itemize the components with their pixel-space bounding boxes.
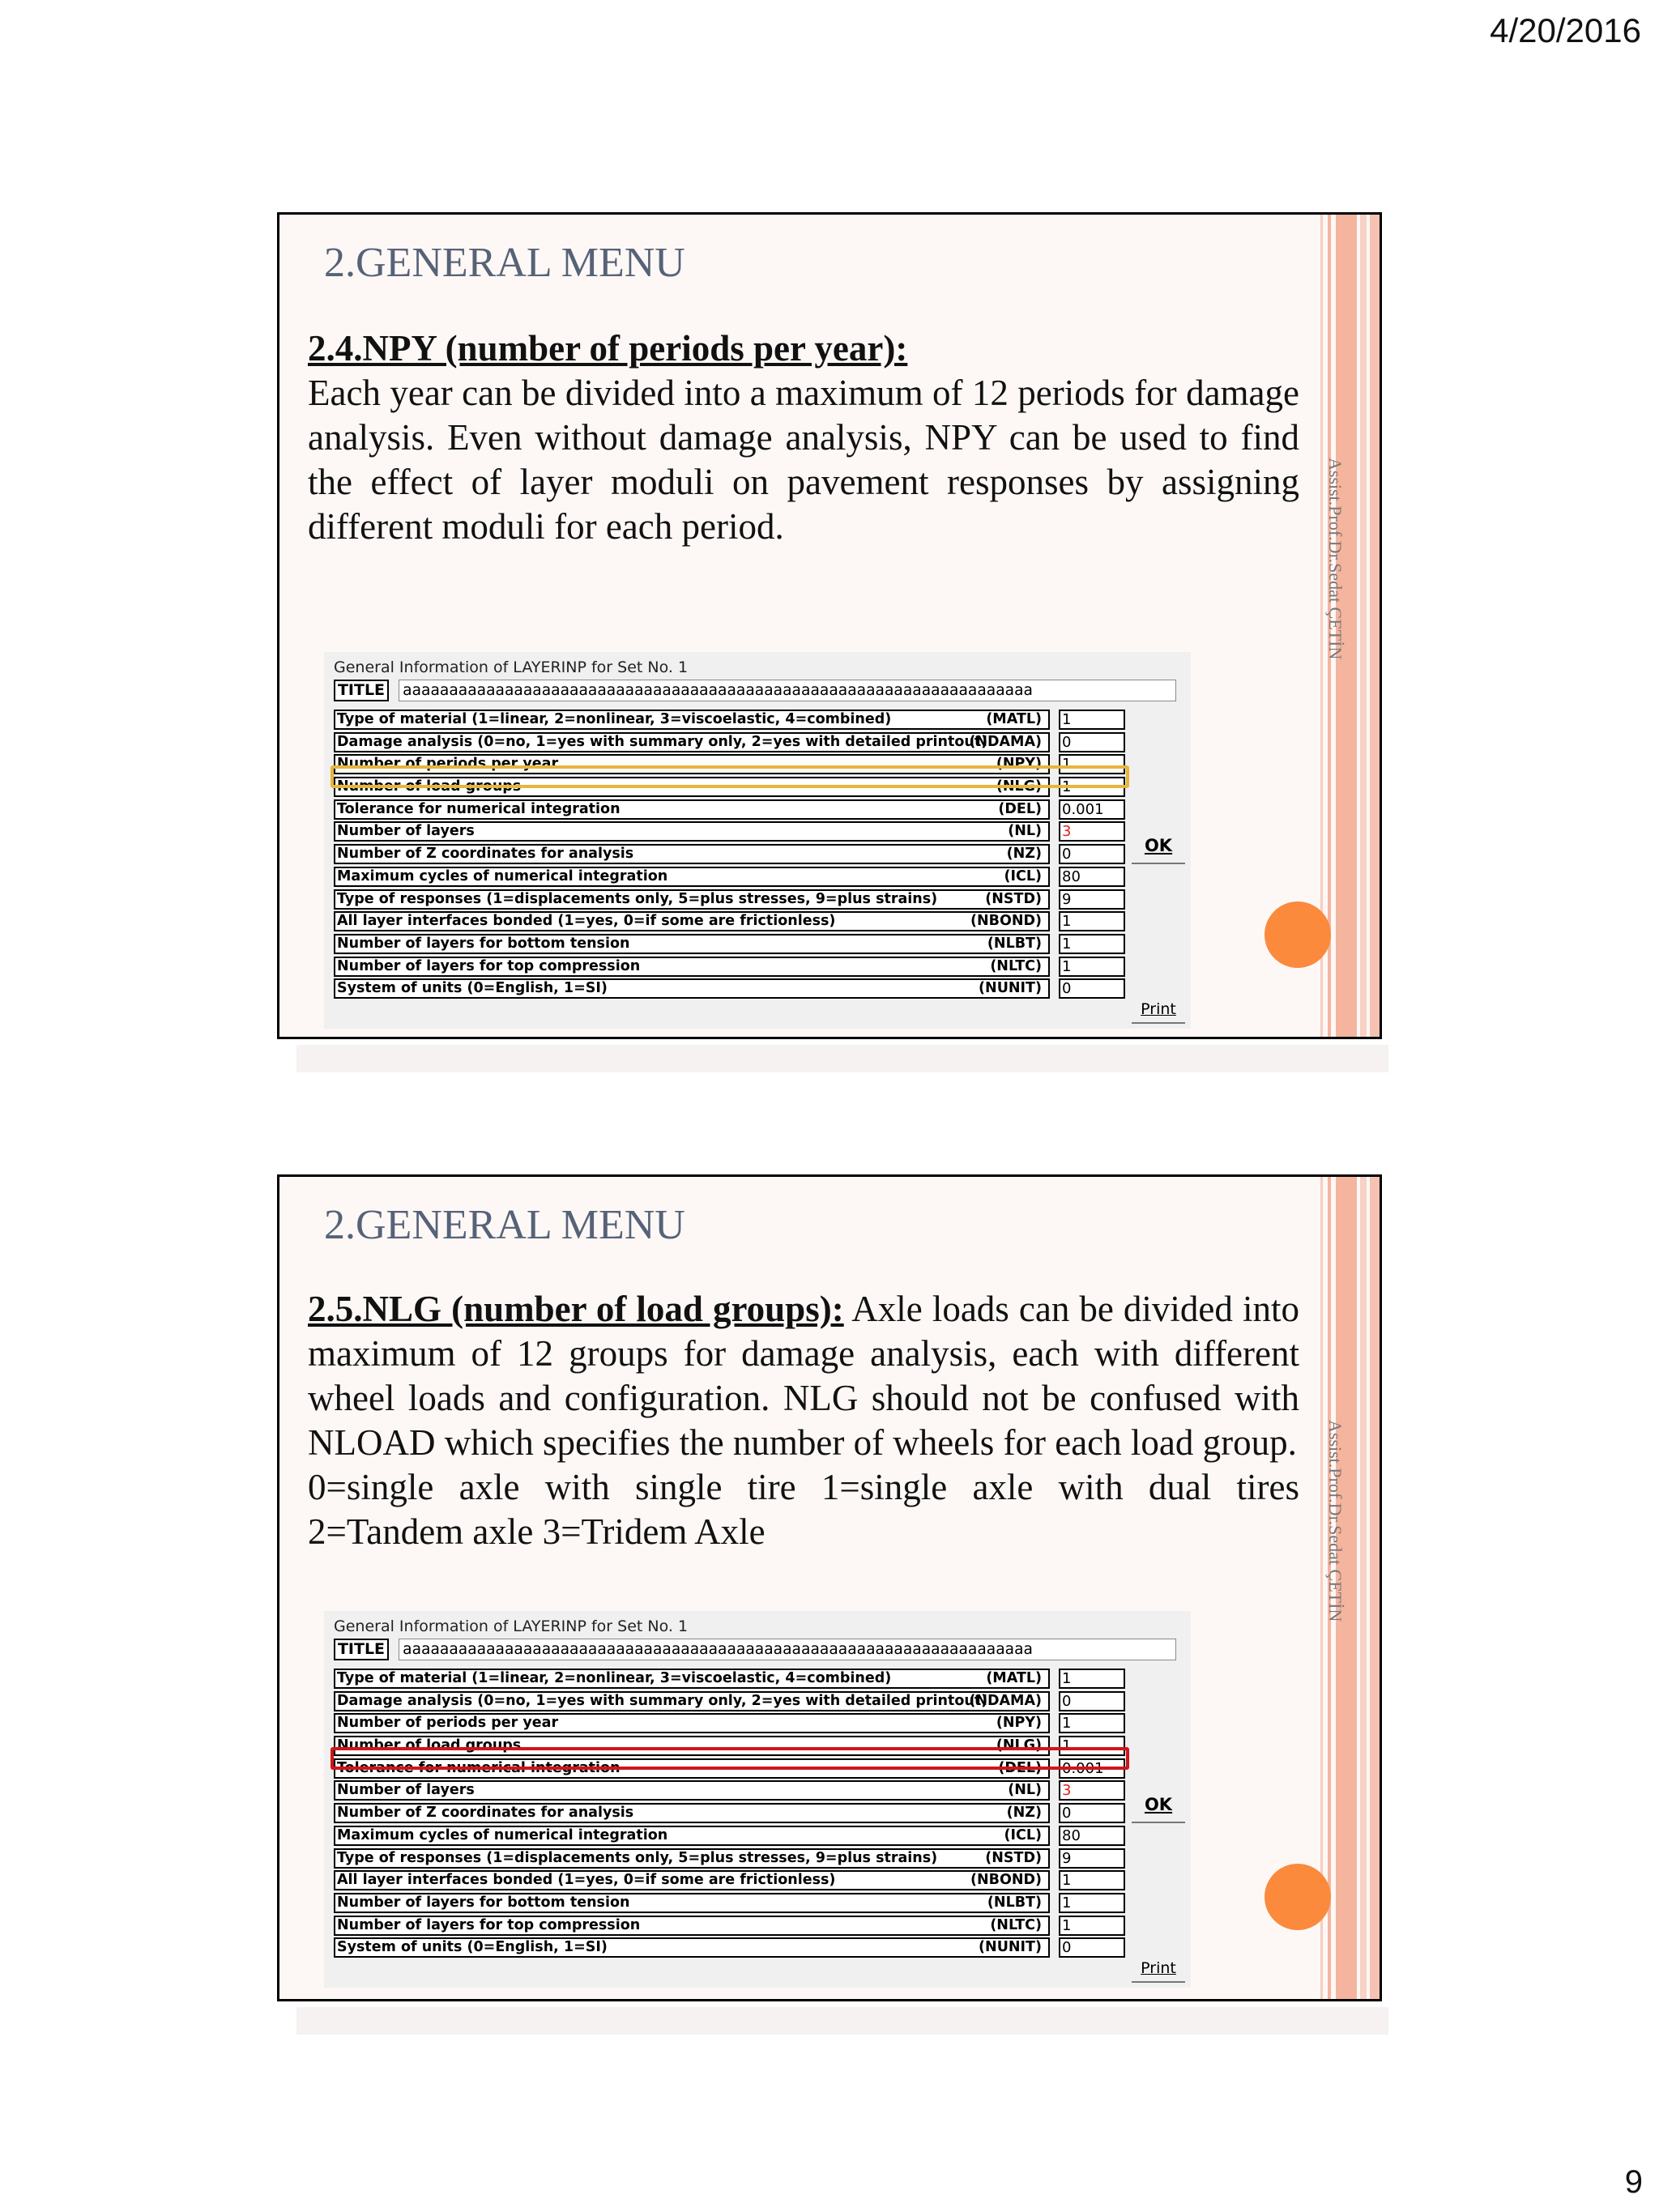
print-button[interactable] [1132, 1955, 1185, 1983]
param-row [334, 820, 1072, 843]
print-label: Print [1141, 1000, 1176, 1018]
param-table [334, 1668, 1104, 1959]
param-row [334, 910, 1072, 933]
param-description [334, 1893, 1050, 1913]
param-row [334, 1690, 1072, 1713]
param-code: (ICL) [1004, 867, 1042, 884]
param-value-input[interactable]: 9 [1059, 889, 1125, 910]
param-label: Number of load groups [337, 1737, 522, 1754]
param-value-input[interactable]: 1 [1059, 911, 1125, 931]
param-code: (DEL) [998, 1759, 1042, 1776]
param-code: (NL) [1008, 1782, 1042, 1799]
param-description [334, 1780, 1050, 1801]
param-description [334, 1916, 1050, 1936]
param-description [334, 911, 1050, 931]
param-value-input[interactable]: 0 [1059, 844, 1125, 864]
print-label: Print [1141, 1959, 1176, 1977]
param-value-input[interactable]: 1 [1059, 957, 1125, 977]
param-code: (NLBT) [987, 935, 1042, 952]
param-value-input[interactable]: 1 [1059, 777, 1125, 797]
param-row [334, 1869, 1072, 1892]
orange-dot [1265, 1864, 1331, 1930]
param-row [334, 1668, 1072, 1690]
param-label: Type of responses (1=displacements only, 5=plus stresses, 9=plus strains) [337, 890, 938, 907]
param-code: (NSTD) [985, 890, 1042, 907]
param-description [334, 1803, 1050, 1823]
ok-button[interactable]: OK [1132, 829, 1185, 864]
param-label: Number of load groups [337, 778, 522, 795]
author-label: Assist.Prof.Dr.Sedat ÇETİN [1325, 1420, 1346, 1622]
param-row [334, 731, 1072, 754]
param-code: (NLG) [996, 778, 1042, 795]
orange-dot [1265, 901, 1331, 968]
param-description [334, 821, 1050, 842]
param-value-input[interactable]: 1 [1059, 1713, 1125, 1733]
param-code: (MATL) [986, 711, 1042, 727]
slide-body [308, 1287, 1299, 1554]
param-description [334, 934, 1050, 954]
param-description [334, 1826, 1050, 1846]
param-row [334, 889, 1072, 911]
slide-shadow [296, 2007, 1388, 2035]
param-label: Number of layers for top compression [337, 1916, 641, 1933]
param-value-input[interactable]: 1 [1059, 1916, 1125, 1936]
param-code: (NPY) [996, 1715, 1042, 1732]
param-description [334, 1937, 1050, 1958]
param-value-input[interactable]: 80 [1059, 1826, 1125, 1846]
slide-npy [277, 212, 1382, 1039]
param-label: Tolerance for numerical integration [337, 1759, 621, 1776]
decor-stripe [1360, 215, 1367, 1037]
axle-type-list: 0=single axle with single tire 1=single axle with dual tires 2=Tandem axle 3=Tridem Axle [308, 1467, 1299, 1552]
param-label: All layer interfaces bonded (1=yes, 0=if some are frictionless) [337, 1872, 836, 1889]
param-code: (NSTD) [985, 1849, 1042, 1866]
param-value-input[interactable]: 3 [1059, 821, 1125, 842]
param-label: System of units (0=English, 1=SI) [337, 980, 608, 997]
title-input[interactable]: aaaaaaaaaaaaaaaaaaaaaaaaaaaaaaaaaaaaaaaaaaaaaaaaaaaaaaaaaaaaaaaaaaaa [399, 680, 1176, 701]
title-input[interactable]: aaaaaaaaaaaaaaaaaaaaaaaaaaaaaaaaaaaaaaaaaaaaaaaaaaaaaaaaaaaaaaaaaaaa [399, 1639, 1176, 1660]
param-value-input[interactable]: 0 [1059, 1937, 1125, 1958]
param-value-input[interactable]: 1 [1059, 1870, 1125, 1890]
param-value-input[interactable]: 1 [1059, 1736, 1125, 1756]
param-label: Type of material (1=linear, 2=nonlinear, 3=viscoelastic, 4=combined) [337, 711, 892, 727]
param-description [334, 867, 1050, 887]
title-label: TITLE [334, 1639, 389, 1660]
param-row [334, 1937, 1072, 1959]
param-value-input[interactable]: 0 [1059, 732, 1125, 752]
nlg-highlight-box [331, 1747, 1129, 1770]
param-row [334, 933, 1072, 956]
param-label: All layer interfaces bonded (1=yes, 0=if some are frictionless) [337, 913, 836, 930]
param-code: (NBOND) [970, 1872, 1042, 1889]
param-code: (NZ) [1006, 1805, 1042, 1822]
param-label: Number of layers for bottom tension [337, 1894, 630, 1911]
param-label: Number of Z coordinates for analysis [337, 846, 634, 863]
param-value-input[interactable]: 0 [1059, 978, 1125, 999]
param-code: (NDAMA) [969, 1692, 1042, 1709]
param-code: (NPY) [996, 756, 1042, 773]
npy-highlight-box [331, 765, 1129, 788]
param-description [334, 1691, 1050, 1711]
param-label: Number of layers for top compression [337, 957, 641, 974]
param-label: Number of layers for bottom tension [337, 935, 630, 952]
param-code: (NLTC) [990, 1916, 1042, 1933]
layerinp-dialog [324, 652, 1191, 1029]
slide-body [308, 326, 1299, 549]
param-row [334, 1825, 1081, 1848]
param-value-input[interactable]: 0.001 [1059, 799, 1125, 820]
slide-title: 2.GENERAL MENU [324, 1202, 685, 1248]
param-code: (NZ) [1006, 846, 1042, 863]
layerinp-dialog [324, 1611, 1191, 1988]
param-code: (DEL) [998, 800, 1042, 817]
param-label: Number of Z coordinates for analysis [337, 1805, 634, 1822]
param-label: Damage analysis (0=no, 1=yes with summary only, 2=yes with detailed printout) [337, 1692, 988, 1709]
section-paragraph: Axle loads can be divided into maximum of 12 groups for damage analysis, each with different wheel loads and configuration. NLG should not be confused with NLOAD which specifies the number of wheels for each load group. [308, 1289, 1299, 1463]
dialog-caption: General Information of LAYERINP for Set No. 1 [334, 658, 689, 676]
param-value-input[interactable]: 0 [1059, 1691, 1125, 1711]
param-description [334, 978, 1050, 999]
param-code: (NBOND) [970, 913, 1042, 930]
param-row [334, 956, 1072, 978]
param-row [334, 1848, 1072, 1870]
param-code: (MATL) [986, 1670, 1042, 1686]
param-description [334, 889, 1050, 910]
param-code: (NLG) [996, 1737, 1042, 1754]
param-code: (NDAMA) [969, 733, 1042, 750]
param-code: (NLBT) [987, 1894, 1042, 1911]
param-row [334, 1712, 1072, 1735]
param-description [334, 844, 1050, 864]
param-value-input[interactable]: 0 [1059, 1803, 1125, 1823]
param-row [334, 709, 1072, 731]
page-number: 9 [1624, 2164, 1643, 2200]
param-value-input[interactable]: 0.001 [1059, 1758, 1125, 1779]
param-label: Type of responses (1=displacements only, 5=plus stresses, 9=plus strains) [337, 1849, 938, 1866]
page-date: 4/20/2016 [1490, 11, 1641, 49]
ok-button[interactable]: OK [1132, 1788, 1185, 1823]
param-description [334, 710, 1050, 730]
param-description [334, 1848, 1050, 1869]
slide-title: 2.GENERAL MENU [324, 240, 685, 286]
param-value-input[interactable]: 3 [1059, 1780, 1125, 1801]
slide-shadow [296, 1045, 1388, 1072]
param-row [334, 1802, 1072, 1825]
param-row [334, 866, 1081, 889]
param-code: (NUNIT) [979, 980, 1042, 997]
param-row [334, 978, 1072, 1000]
decor-stripe [1370, 215, 1380, 1037]
param-label: Tolerance for numerical integration [337, 800, 621, 817]
param-row [334, 1892, 1072, 1915]
param-value-input[interactable]: 1 [1059, 1893, 1125, 1913]
decor-stripe [1370, 1177, 1380, 1999]
param-label: Number of periods per year [337, 1715, 559, 1732]
section-paragraph: Each year can be divided into a maximum of 12 periods for damage analysis. Even without damage analysis, NPY can be used to find the effect of layer moduli on pavement responses by assigning different moduli for each period. [308, 373, 1299, 547]
author-label: Assist.Prof.Dr.Sedat ÇETİN [1325, 458, 1346, 660]
dialog-caption: General Information of LAYERINP for Set No. 1 [334, 1617, 689, 1635]
param-code: (NLTC) [990, 957, 1042, 974]
slide-nlg [277, 1174, 1382, 2001]
param-label: Maximum cycles of numerical integration [337, 867, 668, 884]
param-table [334, 709, 1104, 1000]
param-code: (ICL) [1004, 1826, 1042, 1843]
param-value-input[interactable]: 1 [1059, 934, 1125, 954]
param-row [334, 799, 1104, 821]
param-value-input[interactable]: 9 [1059, 1848, 1125, 1869]
param-description [334, 799, 1050, 820]
param-label: Number of layers [337, 823, 475, 840]
param-code: (NL) [1008, 823, 1042, 840]
param-description [334, 957, 1050, 977]
param-label: Damage analysis (0=no, 1=yes with summary only, 2=yes with detailed printout) [337, 733, 988, 750]
print-button[interactable] [1132, 996, 1185, 1024]
param-label: Type of material (1=linear, 2=nonlinear, 3=viscoelastic, 4=combined) [337, 1670, 892, 1686]
param-row [334, 1915, 1072, 1937]
param-value-input[interactable]: 80 [1059, 867, 1125, 887]
param-code: (NUNIT) [979, 1939, 1042, 1956]
param-value-input[interactable]: 1 [1059, 710, 1125, 730]
param-label: Number of periods per year [337, 756, 559, 773]
param-description [334, 732, 1050, 752]
param-label: Number of layers [337, 1782, 475, 1799]
param-label: Maximum cycles of numerical integration [337, 1826, 668, 1843]
param-row [334, 843, 1072, 866]
param-description [334, 1870, 1050, 1890]
section-heading: 2.5.NLG (number of load groups): [308, 1289, 844, 1329]
param-description [334, 1669, 1050, 1689]
decor-stripe [1360, 1177, 1367, 1999]
param-description [334, 1713, 1050, 1733]
title-label: TITLE [334, 680, 389, 701]
param-value-input[interactable]: 1 [1059, 1669, 1125, 1689]
param-row [334, 1779, 1072, 1802]
param-label: System of units (0=English, 1=SI) [337, 1939, 608, 1956]
param-value-input[interactable]: 1 [1059, 754, 1125, 774]
section-heading: 2.4.NPY (number of periods per year): [308, 328, 908, 369]
